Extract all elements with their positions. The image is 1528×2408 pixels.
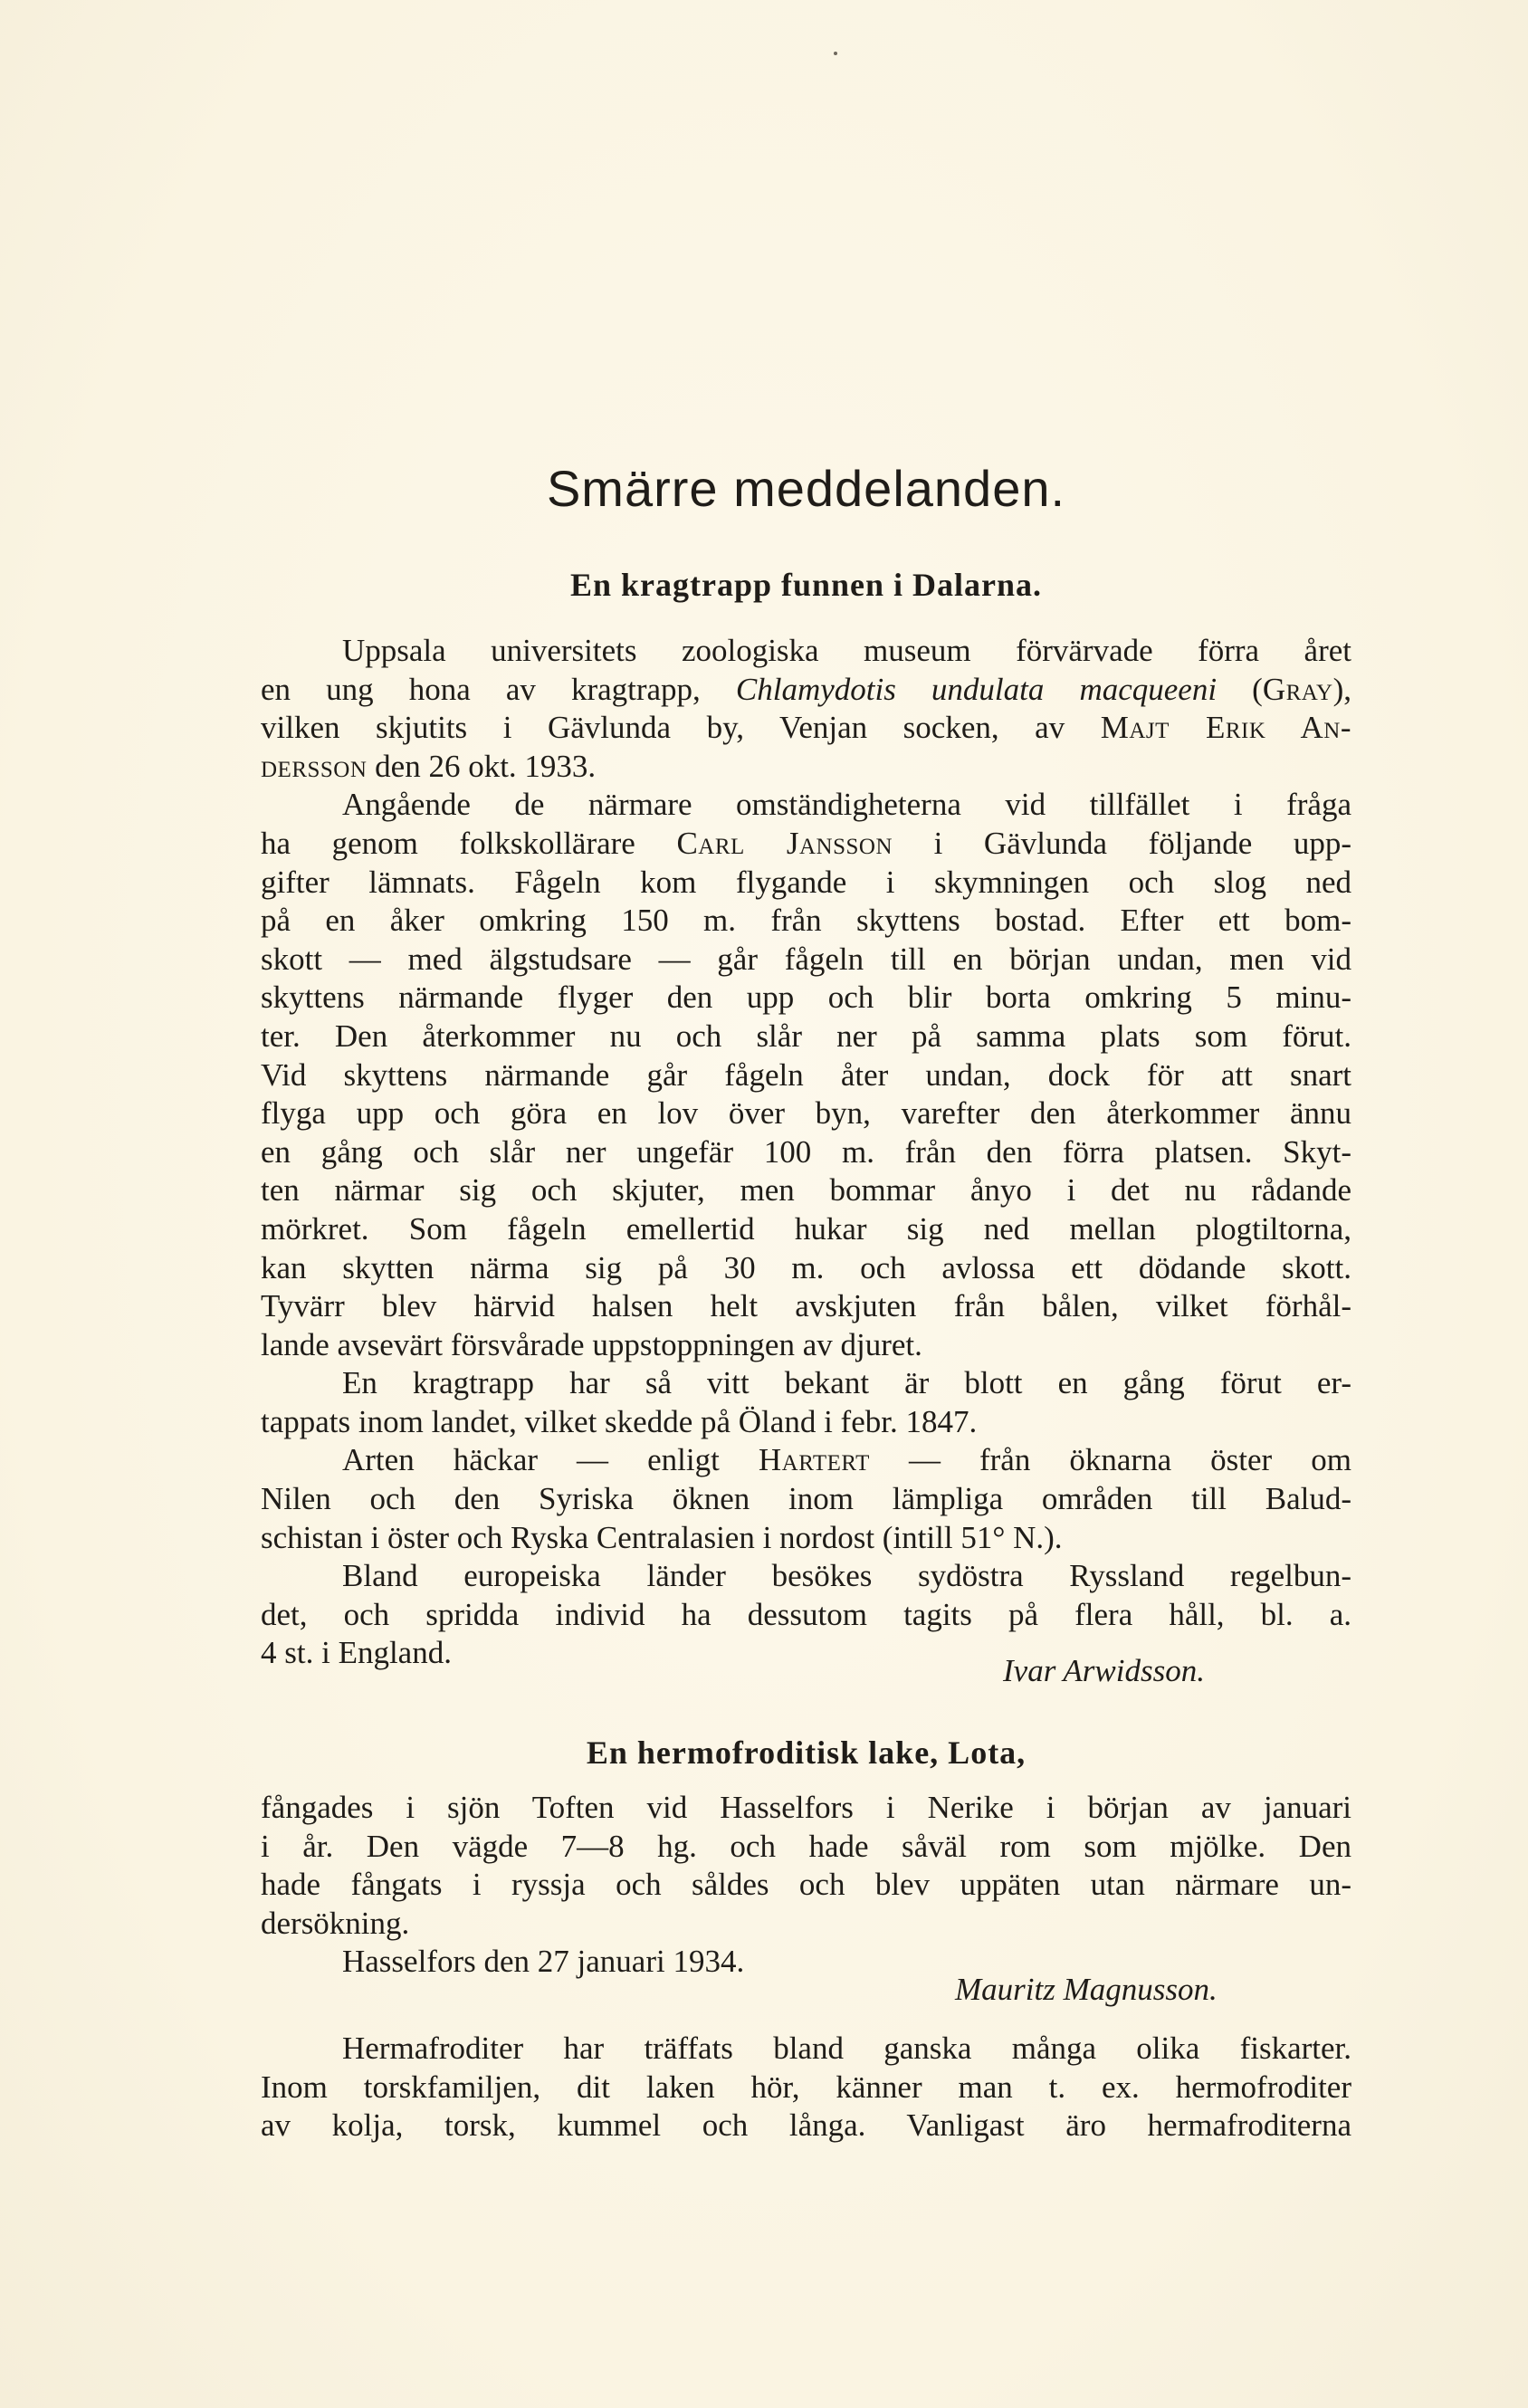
text-line — [261, 1519, 1351, 1558]
text-run: på en åker omkring 150 m. från skyttens bostad. Efter ett bom- — [261, 903, 1351, 939]
text-line — [261, 941, 1351, 979]
text-line — [261, 1364, 1351, 1403]
text-line — [261, 902, 1351, 941]
speck — [834, 52, 837, 55]
text-run: fångades i sjön Toften vid Hasselfors i Nerike i början av januari — [261, 1790, 1351, 1825]
text-line — [261, 1094, 1351, 1133]
text-run: schistan i öster och Ryska Centralasien i nordost (intill 51° N.). — [261, 1519, 1063, 1555]
text-run: tappats inom landet, vilket skedde på Öland i febr. 1847. — [261, 1403, 978, 1439]
text-run: Nilen och den Syriska öknen inom lämpliga områden till Balud- — [261, 1481, 1351, 1517]
text-line — [261, 1326, 1351, 1365]
text-line — [261, 2107, 1351, 2145]
text-line — [261, 1557, 1351, 1596]
text-run: Angående de närmare omständigheterna vid tillfället i fråga — [342, 787, 1351, 823]
text-run: Tyvärr blev härvid halsen helt avskjuten från bålen, vilket förhål- — [261, 1288, 1351, 1324]
text-line — [261, 864, 1351, 903]
text-line — [261, 1789, 1351, 1828]
text-run: Hermafroditer har träffats bland ganska många olika fiskarter. — [342, 2031, 1351, 2066]
small-caps-run: Carl Jansson — [676, 825, 893, 861]
article-2-body — [261, 1789, 1351, 1982]
text-run: — från öknarna öster om — [869, 1442, 1351, 1478]
text-run: flyga upp och göra en lov över byn, varefter den återkommer ännu — [261, 1095, 1351, 1132]
text-run: en ung hona av kragtrapp, — [261, 671, 736, 707]
text-line — [261, 1210, 1351, 1249]
text-run: gifter lämnats. Fågeln kom flygande i skymningen och slog ned — [261, 864, 1351, 900]
text-line — [261, 632, 1351, 671]
small-caps-run: Gray — [1262, 671, 1333, 707]
text-line — [261, 1133, 1351, 1172]
text-run: kan skytten närma sig på 30 m. och avlossa ett dödande skott. — [261, 1249, 1351, 1285]
text-run: det, och spridda individ ha dessutom tagits på flera håll, bl. a. — [261, 1596, 1351, 1632]
article-1-heading: En kragtrapp funnen i Dalarna. — [569, 567, 1043, 603]
page-title: Smärre meddelanden. — [546, 460, 1066, 517]
text-run: Arten häckar — enligt — [342, 1442, 759, 1478]
article-1-signature: Ivar Arwidsson. — [1003, 1653, 1205, 1688]
text-run: i år. Den vägde 7—8 hg. och hade såväl rom som mjölke. Den — [261, 1828, 1351, 1864]
text-line — [261, 1905, 1351, 1944]
text-run: vilken skjutits i Gävlunda by, Venjan socken, av — [261, 710, 1101, 746]
text-line — [261, 786, 1351, 825]
text-line — [261, 1403, 1351, 1442]
text-line — [261, 1287, 1351, 1326]
text-line — [261, 2030, 1351, 2069]
text-line — [261, 1171, 1351, 1210]
small-caps-run: Hartert — [758, 1442, 870, 1478]
text-run: den 26 okt. 1933. — [367, 748, 597, 784]
small-caps-run: dersson — [261, 748, 368, 784]
text-run: ter. Den återkommer nu och slår ner på samma plats som förut. — [261, 1018, 1351, 1054]
text-line — [261, 1480, 1351, 1519]
italic-run: Chlamydotis undulata macqueeni — [735, 671, 1218, 707]
text-line — [261, 709, 1351, 748]
text-run: 4 st. i England. — [261, 1635, 452, 1671]
text-run: Inom torskfamiljen, dit laken hör, känner man t. ex. hermofroditer — [261, 2069, 1351, 2105]
text-run: ha genom folkskollärare — [261, 825, 677, 861]
text-run: Uppsala universitets zoologiska museum förvärvade förra året — [342, 633, 1351, 668]
text-line — [261, 825, 1351, 864]
text-run: ten närmar sig och skjuter, men bommar ånyo i det nu rådande — [261, 1172, 1351, 1209]
text-run: av kolja, torsk, kummel och långa. Vanligast äro hermafroditerna — [261, 2107, 1351, 2144]
text-line — [261, 1596, 1351, 1635]
text-line — [261, 979, 1351, 1018]
text-run: ( — [1217, 671, 1263, 707]
article-1-body — [261, 632, 1351, 1673]
text-line — [261, 671, 1351, 710]
text-run: En kragtrapp har så vitt bekant är blott en gång förut er- — [342, 1365, 1351, 1401]
text-run: ), — [1332, 671, 1351, 707]
text-run: Bland europeiska länder besökes sydöstra Ryssland regelbun- — [342, 1558, 1351, 1594]
text-line — [261, 748, 1351, 787]
text-run: Hasselfors den 27 januari 1934. — [342, 1944, 745, 1980]
text-run: lande avsevärt försvårade uppstoppningen av djuret. — [261, 1326, 922, 1362]
text-line — [261, 1441, 1351, 1480]
text-run: en gång och slår ner ungefär 100 m. från den förra platsen. Skyt- — [261, 1133, 1351, 1170]
article-3-body — [261, 2030, 1351, 2145]
small-caps-run: Majt Erik An- — [1100, 710, 1351, 746]
text-run: skott — med älgstudsare — går fågeln till en början undan, men vid — [261, 941, 1351, 977]
text-line — [261, 1249, 1351, 1288]
text-line — [261, 1018, 1351, 1056]
text-run: Vid skyttens närmande går fågeln åter undan, dock för att snart — [261, 1056, 1351, 1093]
text-line — [261, 2069, 1351, 2107]
text-run: hade fångats i ryssja och såldes och blev uppäten utan närmare un- — [261, 1867, 1351, 1903]
text-line — [261, 1056, 1351, 1095]
text-line — [261, 1866, 1351, 1905]
text-line — [261, 1828, 1351, 1867]
text-run: mörkret. Som fågeln emellertid hukar sig ned mellan plogtiltorna, — [261, 1210, 1351, 1247]
article-2-heading: En hermofroditisk lake, Lota, — [586, 1734, 1027, 1771]
text-run: i Gävlunda följande upp- — [893, 825, 1352, 861]
text-run: dersökning. — [261, 1905, 410, 1941]
article-2-signature: Mauritz Magnusson. — [955, 1972, 1218, 2007]
text-run: skyttens närmande flyger den upp och blir borta omkring 5 minu- — [261, 979, 1351, 1016]
